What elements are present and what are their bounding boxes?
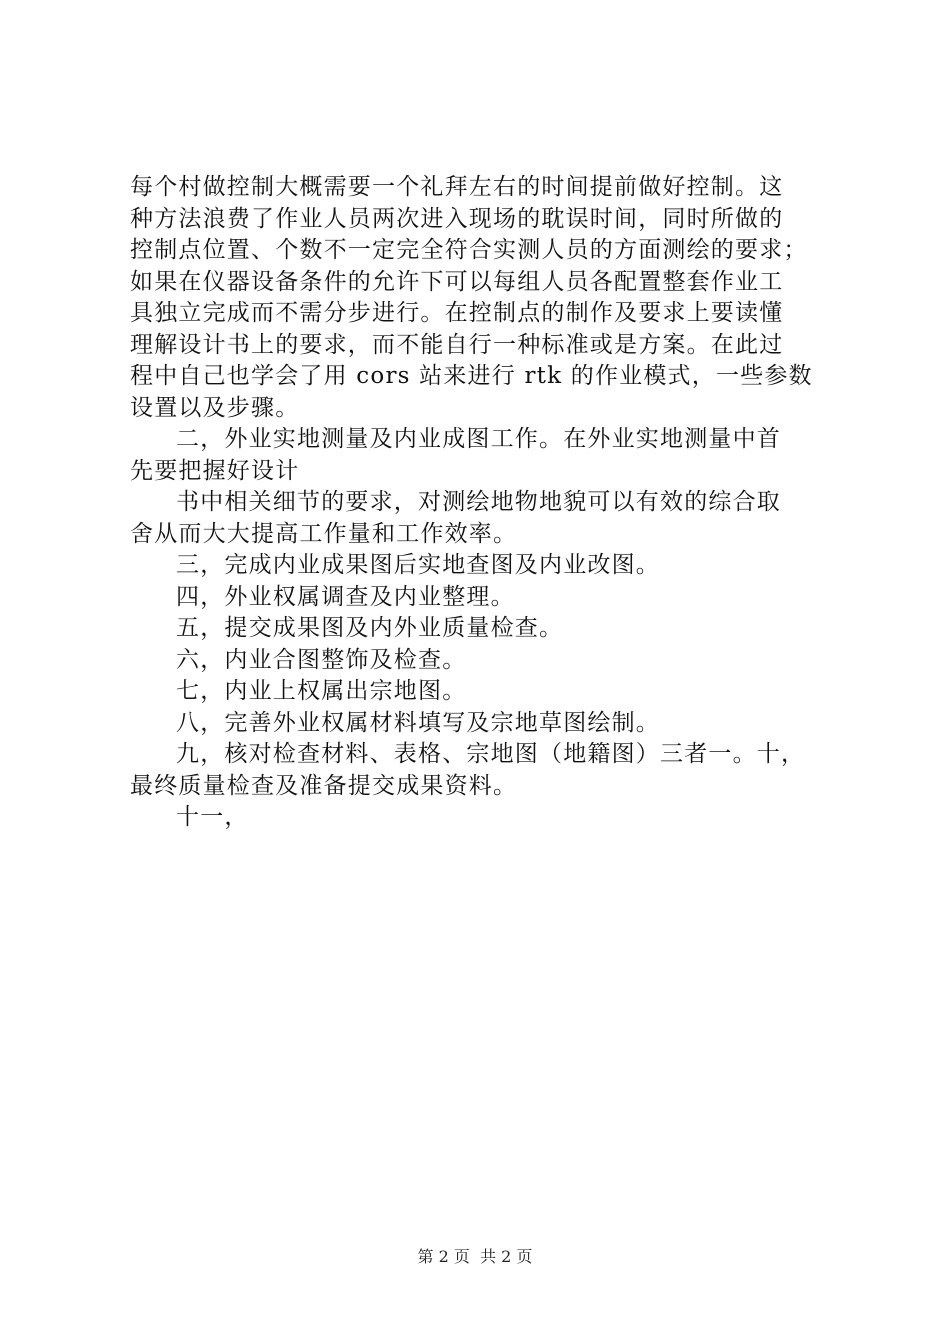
body-line: 种方法浪费了作业人员两次进入现场的耽误时间，同时所做的 xyxy=(130,205,784,232)
section-8-line: 八，完善外业权属材料填写及宗地草图绘制。 xyxy=(176,709,660,736)
body-line: 具独立完成而不需分步进行。在控制点的制作及要求上要读懂 xyxy=(130,300,784,326)
section-4-line: 四，外业权属调查及内业整理。 xyxy=(176,583,515,610)
section-9-line: 九，核对检查材料、表格、宗地图（地籍图）三者一。十， xyxy=(176,741,806,767)
section-7-line: 七，内业上权属出宗地图。 xyxy=(176,678,467,704)
body-line: 舍从而大大提高工作量和工作效率。 xyxy=(130,520,518,547)
body-line: 设置以及步骤。 xyxy=(130,394,300,421)
body-line: 控制点位置、个数不一定完全符合实测人员的方面测绘的要求； xyxy=(130,237,808,263)
body-line: 程中自己也学会了用 cors 站来进行 rtk 的作业模式，一些参数 xyxy=(130,363,813,389)
section-5-line: 五，提交成果图及内外业质量检查。 xyxy=(176,615,564,641)
body-line: 如果在仪器设备条件的允许下可以每组人员各配置整套作业工 xyxy=(130,268,784,295)
body-line: 理解设计书上的要求，而不能自行一种标准或是方案。在此过 xyxy=(130,331,784,358)
page-number-footer: 第 2 页 共 2 页 xyxy=(417,1247,533,1266)
section-11-line: 十一， xyxy=(176,804,249,830)
section-6-line: 六，内业合图整饰及检查。 xyxy=(176,646,467,673)
section-2-line: 二，外业实地测量及内业成图工作。在外业实地测量中首 xyxy=(176,426,781,452)
body-line: 先要把握好设计 xyxy=(130,457,300,484)
body-line: 书中相关细节的要求，对测绘地物地貌可以有效的综合取 xyxy=(176,489,781,515)
document-body xyxy=(130,172,830,834)
section-3-line: 三，完成内业成果图后实地查图及内业改图。 xyxy=(176,552,660,578)
body-line: 每个村做控制大概需要一个礼拜左右的时间提前做好控制。这 xyxy=(130,174,784,200)
body-line: 最终质量检查及准备提交成果资料。 xyxy=(130,772,518,799)
